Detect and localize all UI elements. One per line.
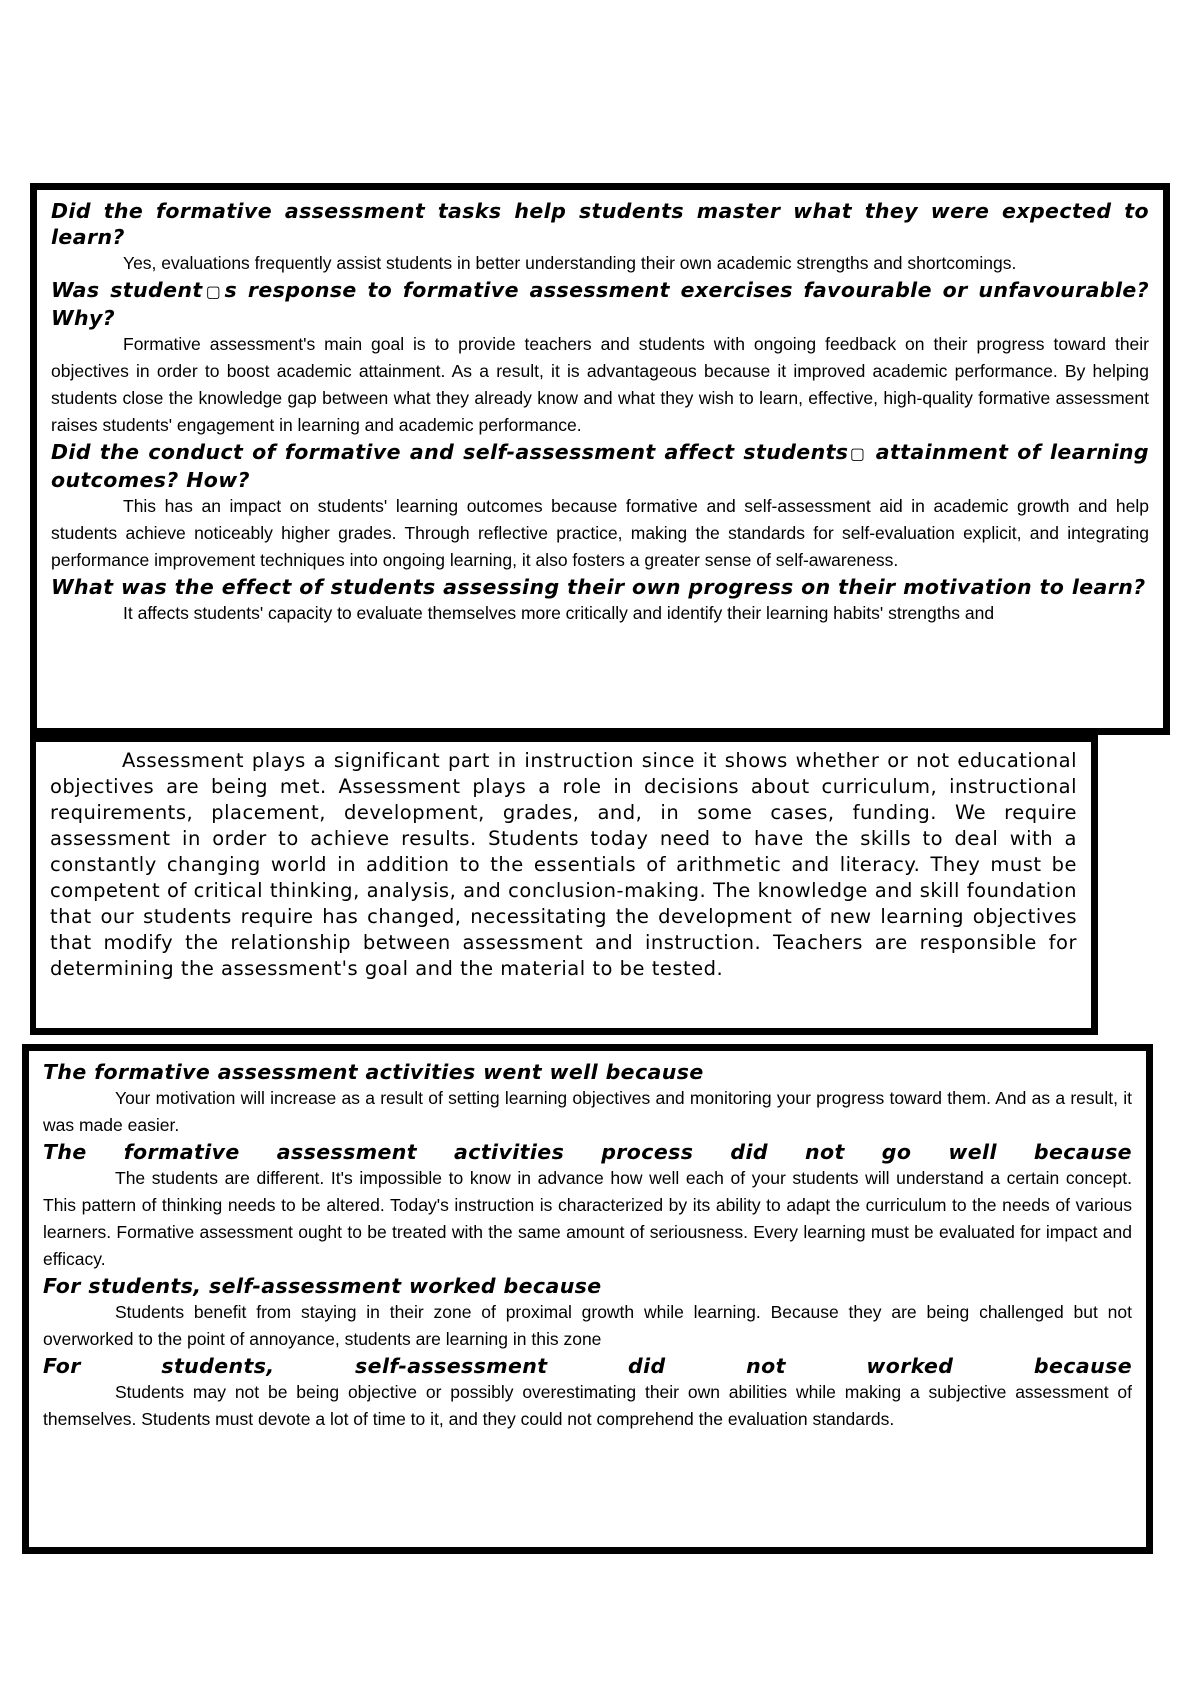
question-2-part-2: s response to formative assessment exercises favourable or unfavourable? Why? — [51, 278, 1149, 330]
question-4: What was the effect of students assessing their own progress on their motivation to learn? — [51, 575, 1146, 599]
assessment-paragraph: Assessment plays a significant part in instruction since it shows whether or not educational objectives are being met. Assessment plays a role in decisions about curriculum, instructional requirements, placement, development, grades, and, in some cases, funding. We require assessment in order to achieve results. Students today need to have the skills to deal with a constantly changing world in addition to the essentials of arithmetic and literacy. They must be competent of critical thinking, analysis, and conclusion-making. The knowledge and skill foundation that our students require has changed, necessitating the development of new learning objectives that modify the relationship between assessment and instruction. Teachers are responsible for determining the assessment's goal and the material to be tested. — [50, 749, 1077, 980]
assessment-paragraph-box — [30, 735, 1098, 1035]
answer-1: Yes, evaluations frequently assist students in better understanding their own academic strengths and shortcomings. — [123, 253, 1017, 273]
statement-heading-2: The formative assessment activities process did not go well because — [43, 1140, 1132, 1164]
question-3 — [51, 439, 1149, 493]
question-2-part-1: Was student — [51, 278, 203, 302]
statement-answer-1: Your motivation will increase as a result of setting learning objectives and monitoring your progress toward them. And as a result, it was made easier. — [43, 1088, 1132, 1135]
question-1: Did the formative assessment tasks help students master what they were expected to learn? — [51, 199, 1149, 249]
question-2 — [51, 277, 1149, 331]
replacement-box-icon: ▢ — [202, 282, 225, 301]
reflection-questions-box — [30, 183, 1170, 735]
statement-heading-3: For students, self-assessment worked because — [43, 1274, 602, 1298]
statement-answer-3: Students benefit from staying in their zone of proximal growth while learning. Because they are being challenged but not overworked to the point of annoyance, students are learning in this zone — [43, 1302, 1132, 1349]
replacement-box-icon: ▢ — [848, 444, 867, 463]
answer-4: It affects students' capacity to evaluate themselves more critically and identify their learning habits' strengths and — [123, 603, 995, 623]
statement-heading-4: For students, self-assessment did not worked because — [43, 1354, 1132, 1378]
reflection-statements-box — [22, 1044, 1153, 1554]
statement-answer-4: Students may not be being objective or possibly overestimating their own abilities while making a subjective assessment of themselves. Students must devote a lot of time to it, and they could not comprehend the evaluation standards. — [43, 1382, 1132, 1429]
question-3-part-1: Did the conduct of formative and self-assessment affect students — [51, 440, 849, 464]
statement-answer-2: The students are different. It's impossible to know in advance how well each of your students will understand a certain concept. This pattern of thinking needs to be altered. Today's instruction is characterized by its ability to adapt the curriculum to the needs of various learners. Formative assessment ought to be treated with the same amount of seriousness. Every learning must be evaluated for impact and efficacy. — [43, 1168, 1132, 1269]
statement-heading-1: The formative assessment activities went well because — [43, 1060, 704, 1084]
answer-2: Formative assessment's main goal is to provide teachers and students with ongoing feedback on their progress toward their objectives in order to boost academic attainment. As a result, it is advantageous because it improved academic performance. By helping students close the knowledge gap between what they already know and what they wish to learn, effective, high-quality formative assessment raises students' engagement in learning and academic performance. — [51, 334, 1149, 435]
question-3-part-2: attainment of learning outcomes? How? — [51, 440, 1149, 492]
answer-3: This has an impact on students' learning outcomes because formative and self-assessment aid in academic growth and help students achieve noticeably higher grades. Through reflective practice, making the standards for self-evaluation explicit, and integrating performance improvement techniques into ongoing learning, it also fosters a greater sense of self-awareness. — [51, 496, 1149, 570]
